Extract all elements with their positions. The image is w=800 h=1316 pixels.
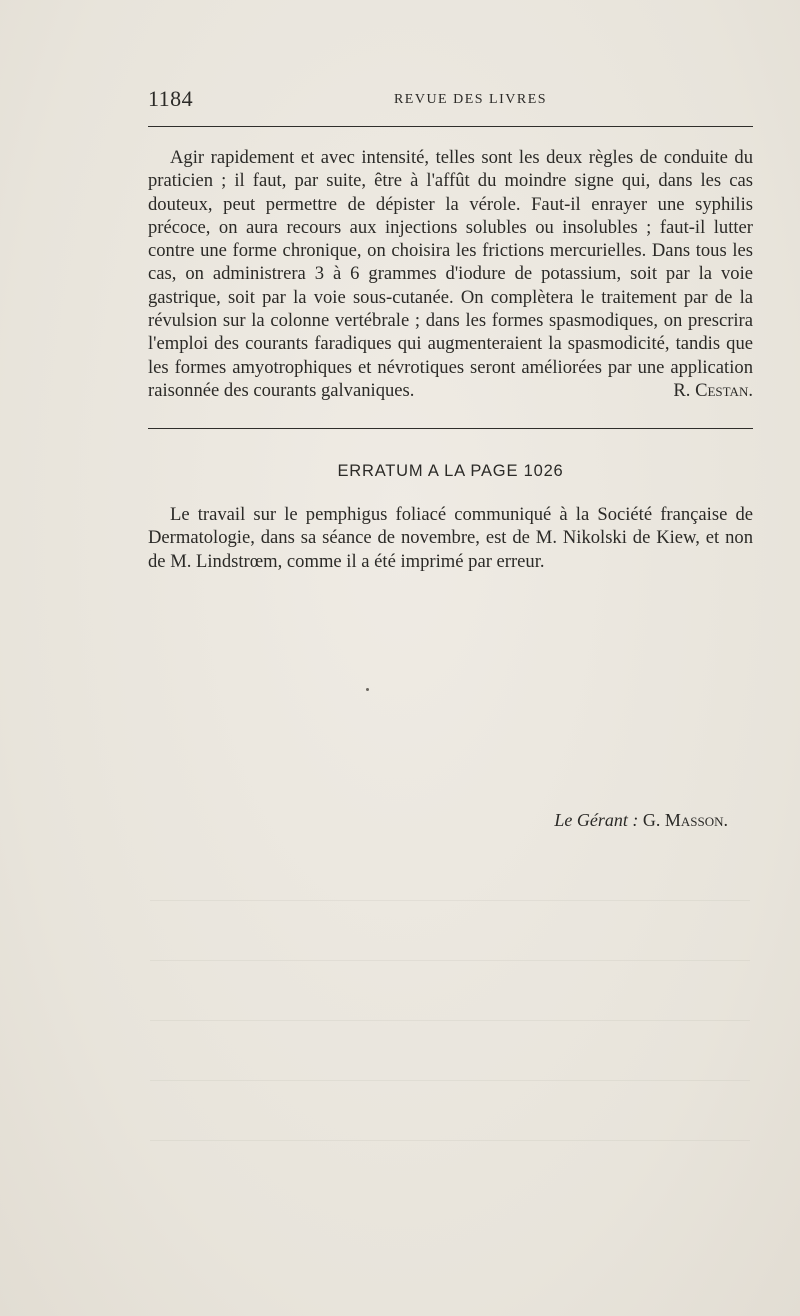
header-rule [148,126,753,127]
review-signature: R. Cestan. [673,379,753,401]
show-through [150,1020,750,1021]
ink-dot [366,688,369,691]
gerant-line [554,810,728,831]
erratum-paragraph [148,503,753,573]
page-number: 1184 [148,86,194,111]
show-through [150,1140,750,1141]
gerant-label: Le Gérant : [554,810,639,830]
review-paragraph [148,146,753,402]
show-through [150,960,750,961]
gerant-name: G. Masson. [642,810,728,830]
erratum-body: Le travail sur le pemphigus foliacé communiqué à la Société française de Dermatologie, dans sa séance de novembre, est de M. Nikolski de Kiew, et non de M. Lindstrœm, comme il a été imprimé par erreur. [148,504,753,572]
erratum-title: ERRATUM A LA PAGE 1026 [337,462,564,480]
journal-title: REVUE DES LIVRES [393,92,548,107]
running-head [148,86,753,116]
section-rule [148,428,753,429]
show-through [150,1080,750,1081]
review-body: Agir rapidement et avec intensité, telles sont les deux règles de conduite du praticien ; il faut, par suite, être à l'affût du moindre signe qui, dans les cas douteux, peut permettre de dépister la vérole. Faut-il enrayer une syphilis précoce, on aura recours aux injections solubles ou insolubles ; faut-il lutter contre une forme chronique, on choisira les frictions mercurielles. Dans tous les cas, on administrera 3 à 6 grammes d'iodure de potassium, soit par la voie gastrique, soit par la voie sous-cutanée. On complètera le traitement par de la révulsion sur la colonne vertébrale ; dans les formes spasmodiques, on prescrira l'emploi des courants faradiques qui augmenteraient la spasmodicité, tandis que les formes amyotrophiques et névrotiques seront améliorées par une application raisonnée des courants galvaniques. [148,147,753,401]
show-through [150,900,750,901]
